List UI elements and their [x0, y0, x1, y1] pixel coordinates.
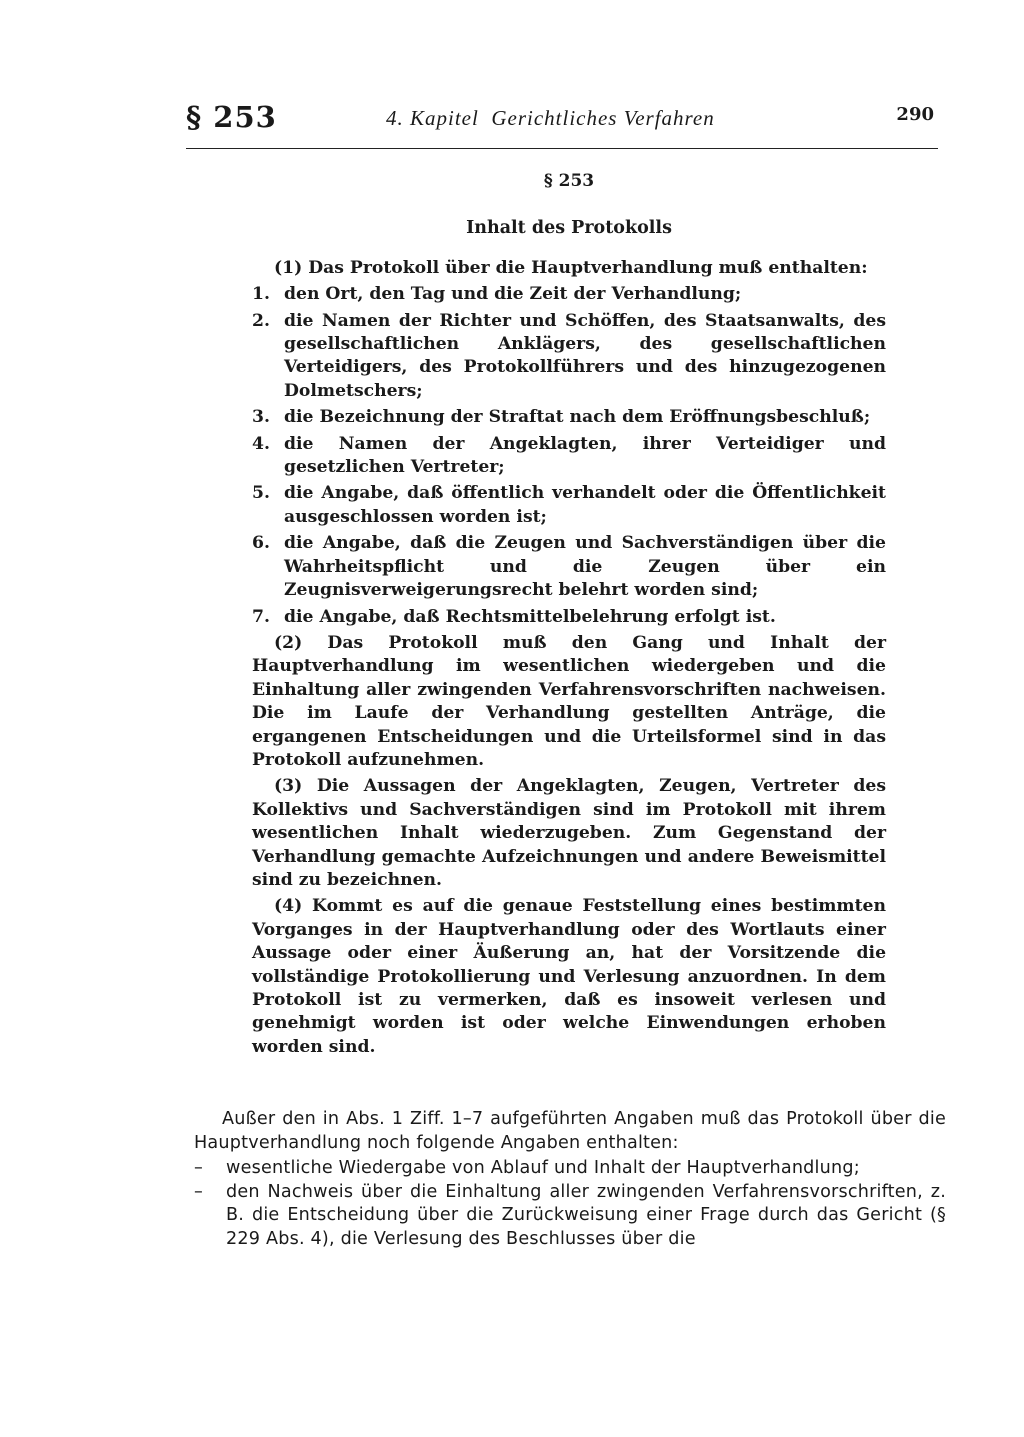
list-item [252, 283, 886, 306]
list-item-number: 7. [252, 606, 270, 627]
dash-marker: – [194, 1158, 203, 1178]
list-item-number: 6. [252, 533, 270, 554]
statute-text [252, 170, 886, 1062]
list-item-text: die Namen der Richter und Schöffen, des Staatsanwalts, des gesellschaftlichen Anklägers, des gesellschaftlichen Verteidigers, des Protokollführers und des hinzugezogenen Dolmetschers; [284, 310, 886, 401]
absatz-4: (4) Kommt es auf die genaue Feststellung eines bestimmten Vorganges in der Hauptverhandlung oder des Wortlauts einer Aussage oder einer Äußerung an, hat der Vorsitzende die vollständige Protokollierung und Verlesung anzuordnen. In dem Protokoll ist zu vermerken, daß es insoweit verlesen und genehmigt worden ist oder welche Einwendungen erhoben worden sind. [252, 896, 886, 1057]
list-item [252, 310, 886, 404]
running-head-chapter: 4. Kapitel Gerichtliches Verfahren [386, 106, 715, 130]
list-item [252, 406, 886, 429]
list-item-text: die Namen der Angeklagten, ihrer Verteidiger und gesetzlichen Vertreter; [284, 433, 886, 478]
running-head-section: § 253 [186, 100, 277, 134]
paragraph-title: Inhalt des Protokolls [466, 218, 672, 239]
header-rule [186, 148, 938, 149]
list-item-text: den Nachweis über die Einhaltung aller zwingenden Verfahrensvorschriften, z. B. die Entscheidung über die Zurückweisung einer Frage durch das Gericht (§ 229 Abs. 4), die Verlesung des Beschlusses über die [226, 1181, 946, 1249]
absatz-1-list [252, 283, 886, 629]
list-item-number: 3. [252, 407, 270, 428]
list-item [194, 1181, 946, 1252]
list-item-number: 1. [252, 284, 270, 305]
absatz-1-intro: (1) Das Protokoll über die Hauptverhandlung muß enthalten: [274, 257, 868, 278]
list-item-text: wesentliche Wiedergabe von Ablauf und Inhalt der Hauptverhandlung; [226, 1158, 860, 1178]
list-item [252, 433, 886, 480]
list-item [252, 532, 886, 602]
page-number: 290 [896, 104, 934, 125]
list-item-text: die Angabe, daß die Zeugen und Sachverständigen über die Wahrheitspflicht und die Zeugen über ein Zeugnisverweigerungsrecht belehrt worden sind; [284, 533, 886, 601]
commentary-text [194, 1108, 946, 1251]
running-head [186, 100, 938, 146]
list-item [194, 1157, 946, 1181]
list-item-number: 5. [252, 483, 270, 504]
list-item [252, 606, 886, 629]
list-item-text: den Ort, den Tag und die Zeit der Verhandlung; [284, 284, 742, 305]
absatz-2: (2) Das Protokoll muß den Gang und Inhalt der Hauptverhandlung im wesentlichen wiedergeben und die Einhaltung aller zwingenden Verfahrensvorschriften nachweisen. Die im Laufe der Verhandlung gestellten Anträge, die ergangenen Entscheidungen und die Urteilsformel sind in das Protokoll aufzunehmen. [252, 632, 886, 770]
commentary-intro: Außer den in Abs. 1 Ziff. 1–7 aufgeführten Angaben muß das Protokoll über die Hauptverhandlung noch folgende Angaben enthalten: [194, 1109, 946, 1153]
list-item-number: 2. [252, 310, 270, 331]
dash-marker: – [194, 1181, 203, 1202]
list-item-text: die Bezeichnung der Straftat nach dem Eröffnungsbeschluß; [284, 407, 871, 428]
list-item-text: die Angabe, daß Rechtsmittelbelehrung erfolgt ist. [284, 606, 776, 627]
paragraph-number: § 253 [543, 171, 595, 191]
list-item-text: die Angabe, daß öffentlich verhandelt oder die Öffentlichkeit ausgeschlossen worden ist; [284, 483, 886, 527]
commentary-list [194, 1157, 946, 1251]
list-item [252, 482, 886, 529]
list-item-number: 4. [252, 433, 270, 454]
absatz-3: (3) Die Aussagen der Angeklagten, Zeugen, Vertreter des Kollektivs und Sachverständigen sind im Protokoll mit ihrem wesentlichen Inhalt wiederzugeben. Zum Gegenstand der Verhandlung gemachte Aufzeichnungen und andere Beweismittel sind zu bezeichnen. [252, 776, 886, 890]
